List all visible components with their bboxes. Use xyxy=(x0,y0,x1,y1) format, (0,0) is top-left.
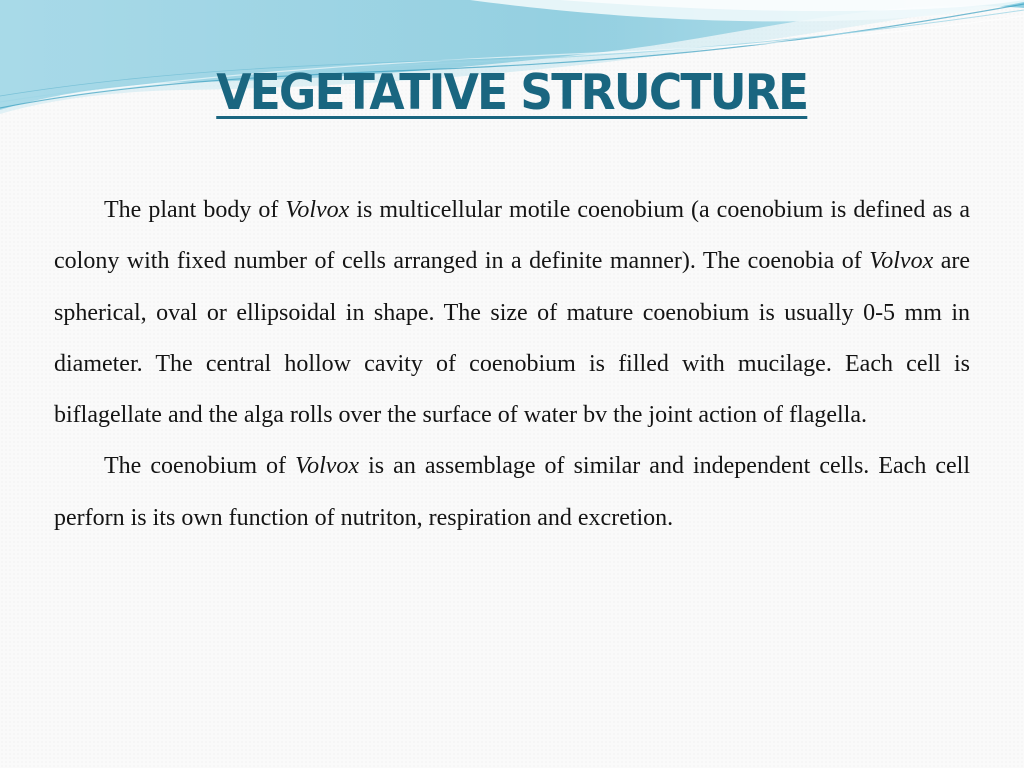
paragraph-1-italic-genus-1: Volvox xyxy=(285,197,350,223)
paragraph-1-text-3: are spherical, oval or ellipsoidal in shape. The size of mature coenobium is usually 0-5 mm in diameter. The central hollow cavity of coenobium is filled with mucilage. Each cell is biflagellate and the alga rolls over the surface of water bv the joint action of flagella. xyxy=(54,248,971,429)
paragraph-2 xyxy=(54,441,970,544)
slide-title xyxy=(0,58,1024,128)
paragraph-2-text-1: The coenobium of xyxy=(104,453,296,480)
body-text xyxy=(54,185,970,544)
paragraph-2-text-2: is an assemblage of similar and independent cells. Each cell perforn is its own function of nutriton, respiration and excretion. xyxy=(54,453,970,531)
slide-title-text: VEGETATIVE STRUCTURE xyxy=(216,64,808,121)
paragraph-2-italic-genus: Volvox xyxy=(295,453,360,480)
paragraph-1-text-2: is multicellular motile coenobium (a coenobium is defined as a colony with fixed number of cells arranged in a definite manner). The coenobia of xyxy=(54,197,970,275)
paragraph-1-italic-genus-2: Volvox xyxy=(869,248,934,275)
paragraph-1-text-1: The plant body of xyxy=(104,197,286,223)
paragraph-1 xyxy=(54,185,970,441)
